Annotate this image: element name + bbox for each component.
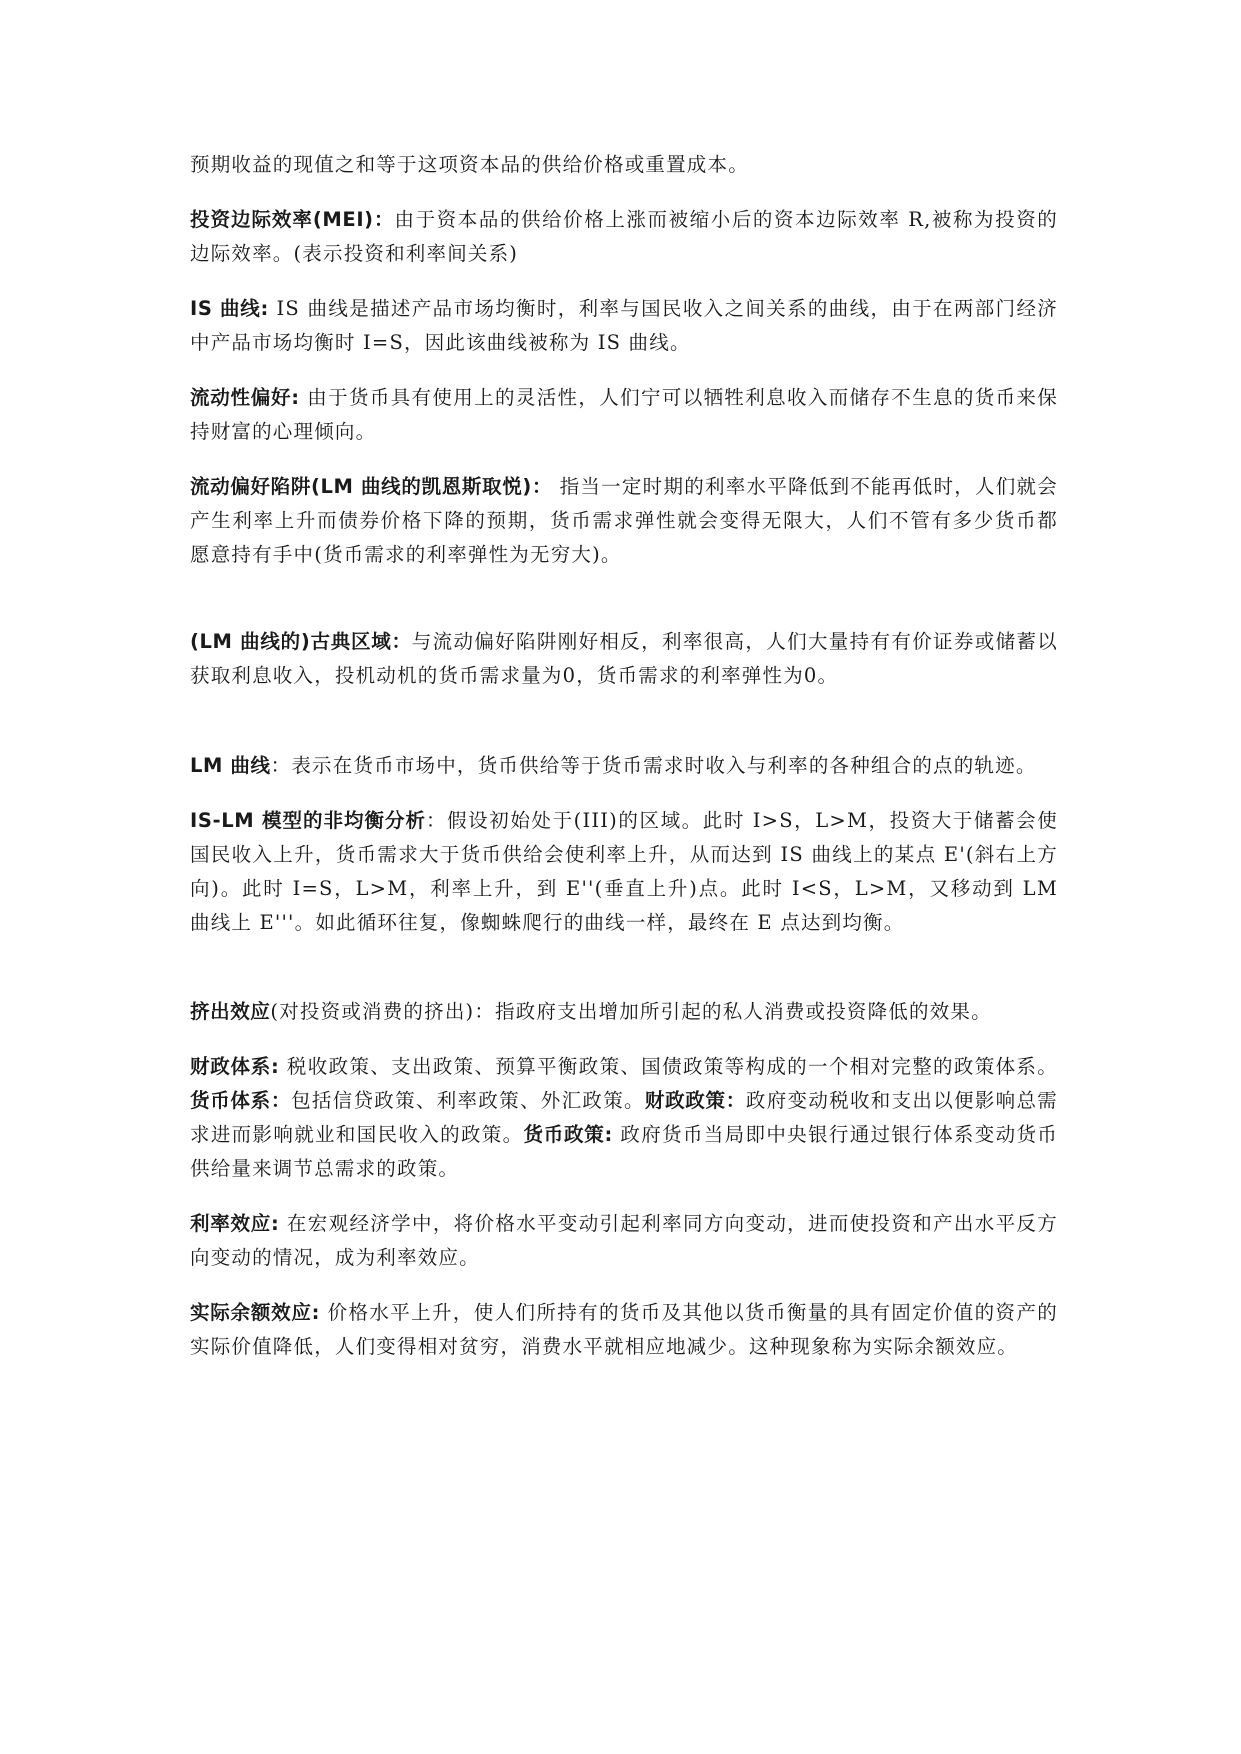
term-label: 投资边际效率(MEI)： [190, 208, 395, 231]
term-label: 货币体系： [190, 1089, 292, 1112]
paragraph-body: 政府货币当局即中央银行通过银行体系变动货币供给量来调节总需求的政策。 [190, 1123, 1058, 1180]
term-label: LM 曲线 [190, 754, 271, 777]
paragraph-real-balance-effect [190, 1296, 1058, 1364]
paragraph-body: 由于资本品的供给价格上涨而被缩小后的资本边际效率 R,被称为投资的边际效率。(表示投资和利率间关系) [190, 208, 1058, 265]
paragraph-policy-systems [190, 1050, 1058, 1186]
paragraph-crowding-out [190, 995, 1058, 1029]
paragraph-capital-efficiency-tail [190, 148, 1058, 182]
paragraph-body: 税收政策、支出政策、预算平衡政策、国债政策等构成的一个相对完整的政策体系。 [279, 1055, 1058, 1078]
term-label: 财政政策： [644, 1089, 746, 1112]
paragraph-body: ：假设初始处于(III)的区域。此时 I>S，L>M，投资大于储蓄会使国民收入上升，货币需求大于货币供给会使利率上升，从而达到 IS 曲线上的某点 E'(斜右上方向)。此时 I=S，L>M，利率上升，到 E''(垂直上升)点。此时 I<S，L>M，又移动到 LM 曲线上 E'''。如此循环往复，像蜘蛛爬行的曲线一样，最终在 E 点达到均衡。 [190, 809, 1058, 934]
term-label: IS 曲线: [190, 297, 269, 320]
paragraph-body: 政府变动税收和支出以便影响总需求进而影响就业和国民收入的政策。 [190, 1089, 1058, 1146]
paragraph-body: 在宏观经济学中，将价格水平变动引起利率同方向变动，进而使投资和产出水平反方向变动的情况，成为利率效应。 [190, 1212, 1058, 1269]
term-label: 利率效应: [190, 1212, 280, 1235]
paragraph-interest-rate-effect [190, 1207, 1058, 1275]
paragraph-body: (对投资或消费的挤出)：指政府支出增加所引起的私人消费或投资降低的效果。 [270, 1000, 992, 1023]
term-label: IS-LM 模型的非均衡分析 [190, 809, 426, 832]
term-label: 流动性偏好: [190, 386, 300, 409]
paragraph-classical-range [190, 625, 1058, 693]
term-label: 挤出效应 [190, 1000, 271, 1023]
paragraph-liquidity-trap [190, 470, 1058, 572]
paragraph-body: 指当一定时期的利率水平降低到不能再低时，人们就会产生利率上升而债券价格下降的预期，货币需求弹性就会变得无限大，人们不管有多少货币都愿意持有手中(货币需求的利率弹性为无穷大)。 [190, 475, 1058, 566]
term-label: 货币政策: [523, 1123, 613, 1146]
paragraph-body: 预期收益的现值之和等于这项资本品的供给价格或重置成本。 [190, 153, 749, 176]
document-page [190, 148, 1058, 1364]
paragraph-body: ：表示在货币市场中，货币供给等于货币需求时收入与利率的各种组合的点的轨迹。 [270, 754, 1037, 777]
paragraph-liquidity-preference [190, 381, 1058, 449]
term-label: 财政体系: [190, 1055, 280, 1078]
paragraph-is-lm-disequilibrium [190, 804, 1058, 940]
paragraph-body: IS 曲线是描述产品市场均衡时，利率与国民收入之间关系的曲线，由于在两部门经济中产品市场均衡时 I=S，因此该曲线被称为 IS 曲线。 [190, 297, 1058, 354]
paragraph-body: 包括信贷政策、利率政策、外汇政策。 [291, 1089, 645, 1112]
term-label: 实际余额效应: [190, 1301, 321, 1324]
paragraph-body: 由于货币具有使用上的灵活性，人们宁可以牺牲利息收入而储存不生息的货币来保持财富的心理倾向。 [190, 386, 1058, 443]
paragraph-body: 与流动偏好陷阱刚好相反，利率很高，人们大量持有有价证券或储蓄以获取利息收入，投机动机的货币需求量为0，货币需求的利率弹性为0。 [190, 630, 1059, 687]
paragraph-is-curve [190, 292, 1058, 360]
paragraph-body: 价格水平上升，使人们所持有的货币及其他以货币衡量的具有固定价值的资产的实际价值降低，人们变得相对贫穷，消费水平就相应地减少。这种现象称为实际余额效应。 [190, 1301, 1059, 1358]
paragraph-mei [190, 203, 1058, 271]
term-label: (LM 曲线的)古典区域： [190, 630, 412, 653]
term-label: 流动偏好陷阱(LM 曲线的凯恩斯取悦)： [190, 475, 553, 498]
paragraph-lm-curve [190, 749, 1058, 783]
